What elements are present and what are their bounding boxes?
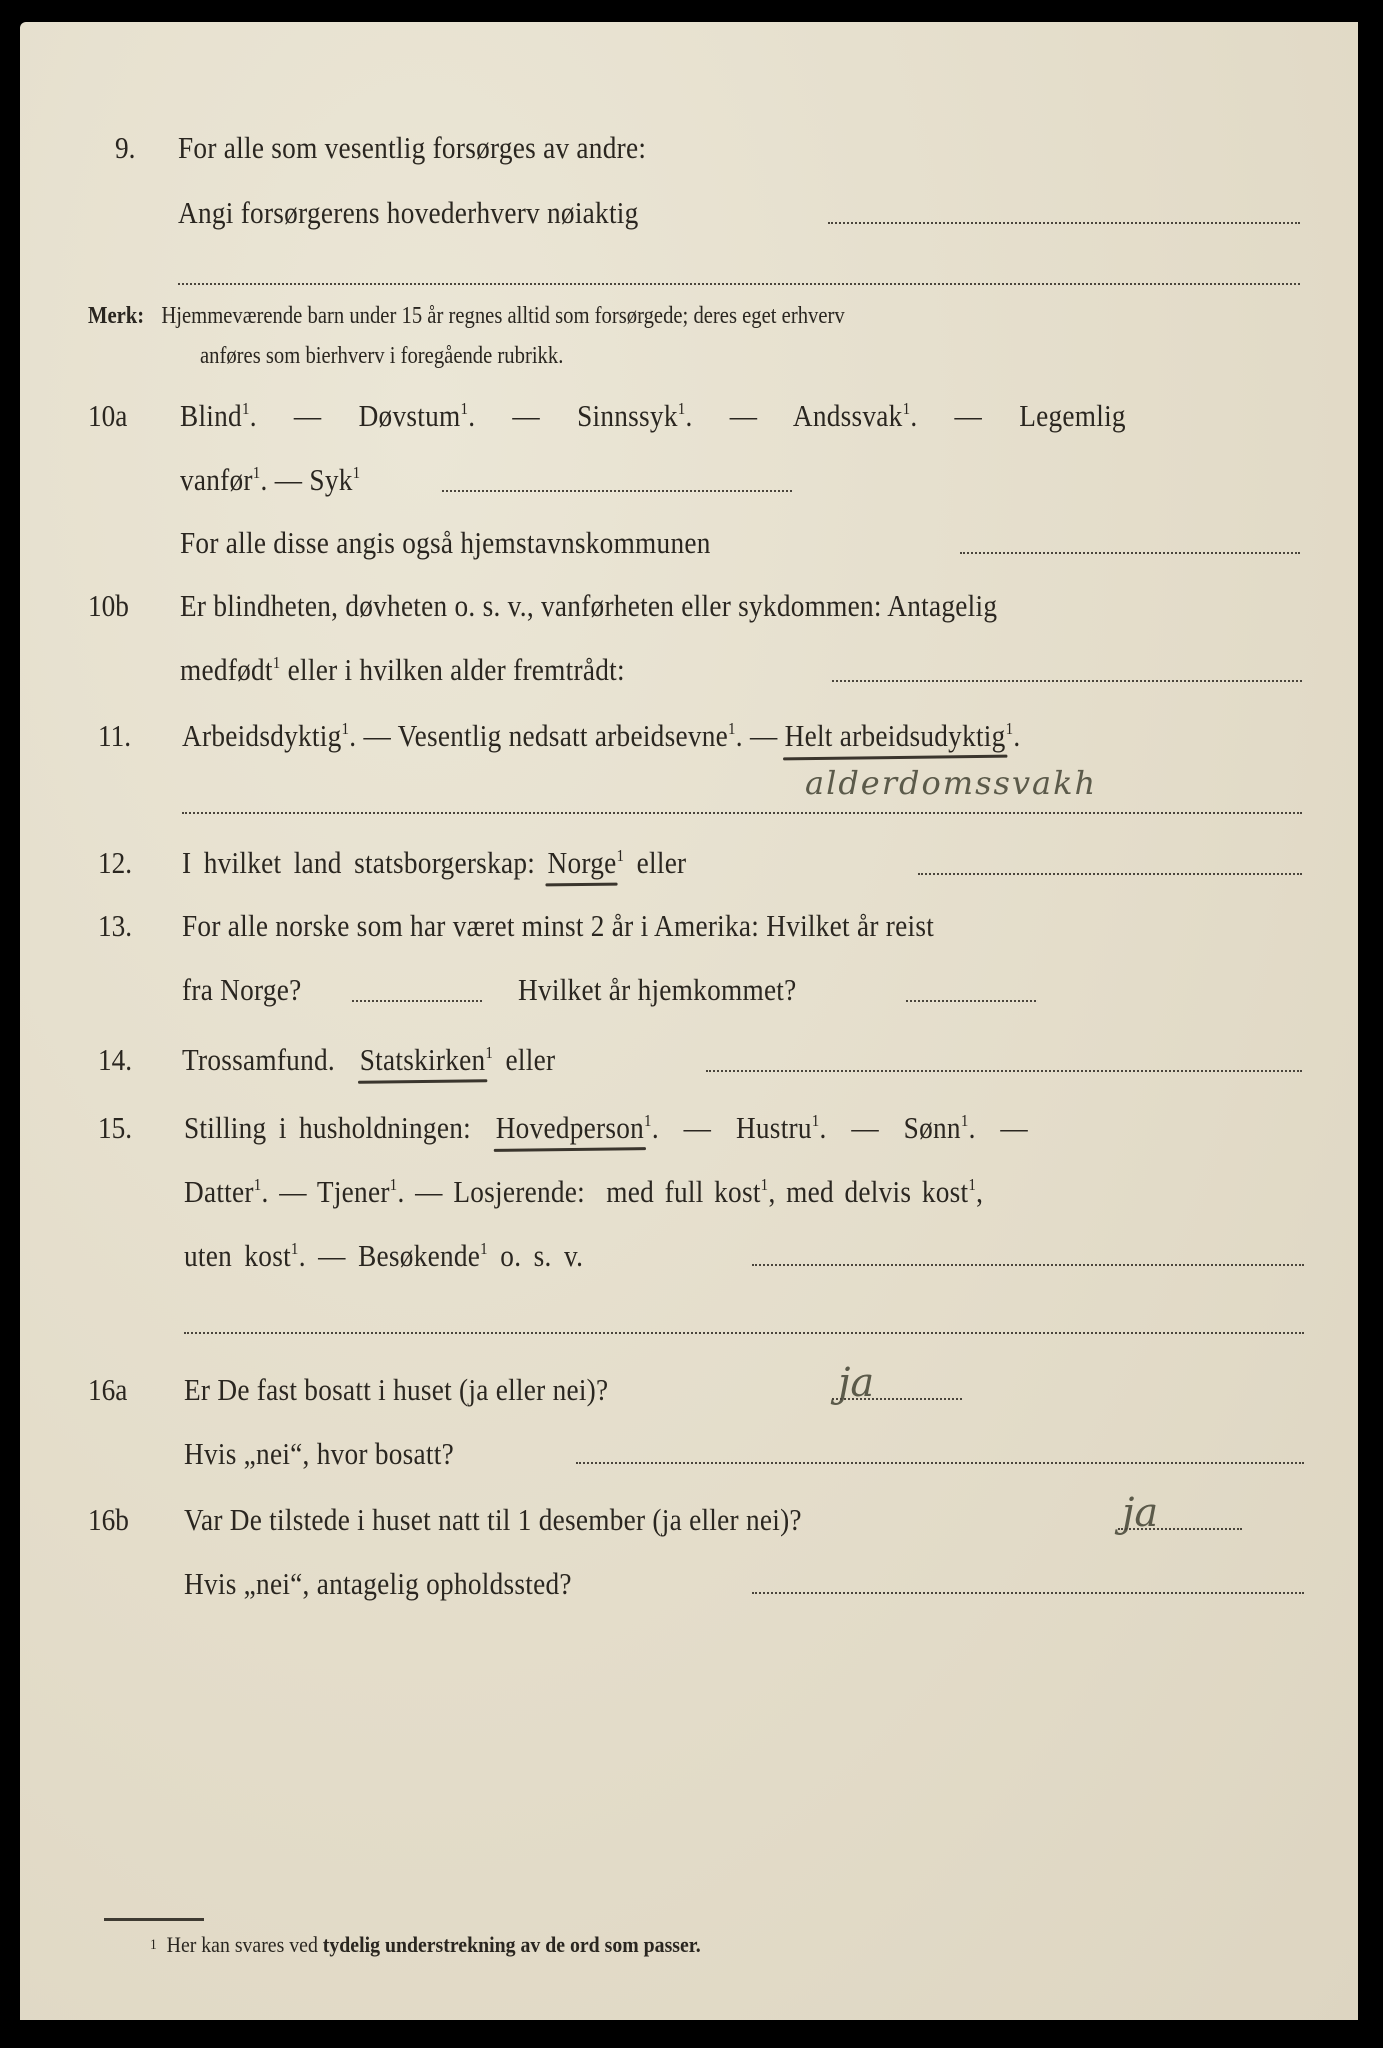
option-tjener[interactable]: Tjener$^1$.	[316, 1174, 405, 1209]
q11-line1: Arbeidsdyktig$^1$. — Vesentlig nedsatt arbeidsevne$^1$. — Helt arbeidsudyktig$^1$.	[182, 718, 1021, 753]
opholdssted-field[interactable]	[752, 1592, 1304, 1594]
handwritten-answer-16a: ja	[838, 1360, 875, 1406]
q15-line3: uten kost$^1$. — Besøkende$^1$ o. s. v.	[184, 1238, 584, 1273]
q9-line2: Angi forsørgerens hovederhverv nøiaktig	[178, 195, 639, 230]
q15-number: 15.	[98, 1110, 133, 1145]
option-medfodt[interactable]: medfødt$^1$	[180, 652, 281, 687]
q16b-number: 16b	[88, 1502, 129, 1537]
merk-label: Merk:	[88, 303, 145, 329]
perforated-edge	[1352, 22, 1364, 2020]
q12-field[interactable]	[918, 873, 1302, 875]
option-delvis-kost[interactable]: med delvis kost$^1$,	[786, 1174, 984, 1209]
q15-field[interactable]	[752, 1264, 1304, 1266]
q15-field-2[interactable]	[184, 1332, 1304, 1334]
hjemstavnskommune-field[interactable]	[960, 552, 1300, 554]
q16b-field[interactable]	[1118, 1528, 1242, 1530]
q16a-line1: Er De fast bosatt i huset (ja eller nei)?	[184, 1372, 609, 1407]
merk-note	[88, 303, 845, 330]
q11-number: 11.	[98, 718, 132, 753]
option-full-kost[interactable]: med full kost$^1$,	[606, 1174, 776, 1209]
q13-line2b: Hvilket år hjemkommet?	[518, 972, 797, 1007]
footnote: 1 Her kan svares ved tydelig understrekning av de ord som passer.	[150, 1932, 701, 1957]
option-norge-selected[interactable]: Norge	[547, 845, 617, 880]
q13-number: 13.	[98, 908, 133, 943]
option-blind[interactable]: Blind$^1$.	[180, 398, 257, 433]
option-arbeidsdyktig[interactable]: Arbeidsdyktig$^1$.	[182, 718, 357, 753]
q16a-field[interactable]	[832, 1398, 962, 1400]
q15-line1: Stilling i husholdningen: Hovedperson$^1$. — Hustru$^1$. — Sønn$^1$. —	[184, 1110, 1028, 1145]
q12-number: 12.	[98, 845, 133, 880]
q16b-line1: Var De tilstede i huset natt til 1 desember (ja eller nei)?	[184, 1502, 802, 1537]
q13-line1: For alle norske som har været minst 2 år i Amerika: Hvilket år reist	[182, 908, 935, 943]
q10a-syk-field[interactable]	[442, 490, 792, 492]
option-besokende[interactable]: Besøkende$^1$	[358, 1238, 488, 1273]
option-helt-arbeidsudyktig-selected[interactable]: Helt arbeidsudyktig	[784, 718, 1006, 753]
q9-answer-field[interactable]	[828, 222, 1300, 224]
option-datter[interactable]: Datter$^1$.	[184, 1174, 269, 1209]
option-dovstum[interactable]: Døvstum$^1$.	[358, 398, 476, 433]
option-sonn[interactable]: Sønn$^1$.	[903, 1110, 976, 1145]
q10a-line3: For alle disse angis også hjemstavnskommunen	[180, 525, 711, 560]
q12-line: I hvilket land statsborgerskap: Norge$^1$ eller	[182, 845, 687, 880]
q10a-line1: Blind$^1$. — Døvstum$^1$. — Sinnssyk$^1$. — Andssvak$^1$. — Legemlig	[180, 398, 1126, 433]
option-uten-kost[interactable]: uten kost$^1$.	[184, 1238, 306, 1273]
footnote-divider	[104, 1918, 204, 1921]
q10b-line2: medfødt$^1$ eller i hvilken alder fremtrådt:	[180, 652, 625, 687]
option-syk[interactable]: Syk$^1$	[309, 462, 361, 497]
q14-field[interactable]	[706, 1070, 1302, 1072]
hjemkommet-field[interactable]	[906, 1000, 1036, 1002]
merk-line2: anføres som bierhverv i foregående rubrikk.	[200, 343, 564, 369]
option-vanfor[interactable]: vanfør$^1$.	[180, 462, 268, 497]
option-statskirken-selected[interactable]: Statskirken	[359, 1042, 486, 1077]
option-legemlig[interactable]: Legemlig	[1019, 398, 1126, 433]
option-andssvak[interactable]: Andssvak$^1$.	[792, 398, 918, 433]
option-hovedperson-selected[interactable]: Hovedperson	[495, 1110, 645, 1145]
q16b-line2: Hvis „nei“, antagelig opholdssted?	[184, 1566, 572, 1601]
handwritten-answer-q11: alderdomssvakh	[805, 764, 1098, 802]
q10b-line1: Er blindheten, døvheten o. s. v., vanførheten eller sykdommen: Antagelig	[180, 588, 998, 623]
q9-number: 9.	[115, 130, 136, 165]
q16a-line2: Hvis „nei“, hvor bosatt?	[184, 1436, 454, 1471]
reist-fra-norge-field[interactable]	[352, 1000, 482, 1002]
option-sinnssyk[interactable]: Sinnssyk$^1$.	[577, 398, 693, 433]
q13-line2a: fra Norge?	[182, 972, 302, 1007]
q10a-line2: vanfør$^1$. — Syk$^1$	[180, 462, 361, 497]
q15-line2: Datter$^1$. — Tjener$^1$. — Losjerende: med full kost$^1$, med delvis kost$^1$,	[184, 1174, 984, 1209]
q10a-number: 10a	[88, 398, 128, 433]
q14-number: 14.	[98, 1042, 133, 1077]
handwritten-answer-16b: ja	[1122, 1490, 1159, 1536]
q9-line1: For alle som vesentlig forsørges av andre:	[178, 130, 647, 165]
q16a-number: 16a	[88, 1372, 128, 1407]
merk-line1: Hjemmeværende barn under 15 år regnes alltid som forsørgede; deres eget erhverv	[161, 303, 845, 329]
q10b-number: 10b	[88, 588, 129, 623]
q14-line: Trossamfund. Statskirken$^1$ eller	[182, 1042, 556, 1077]
option-hustru[interactable]: Hustru$^1$.	[735, 1110, 827, 1145]
hvor-bosatt-field[interactable]	[576, 1462, 1304, 1464]
option-nedsatt[interactable]: Vesentlig nedsatt arbeidsevne$^1$.	[397, 718, 743, 753]
q11-field[interactable]	[182, 812, 1302, 814]
q10b-field[interactable]	[832, 680, 1302, 682]
q9-answer-field-2[interactable]	[178, 283, 1300, 285]
